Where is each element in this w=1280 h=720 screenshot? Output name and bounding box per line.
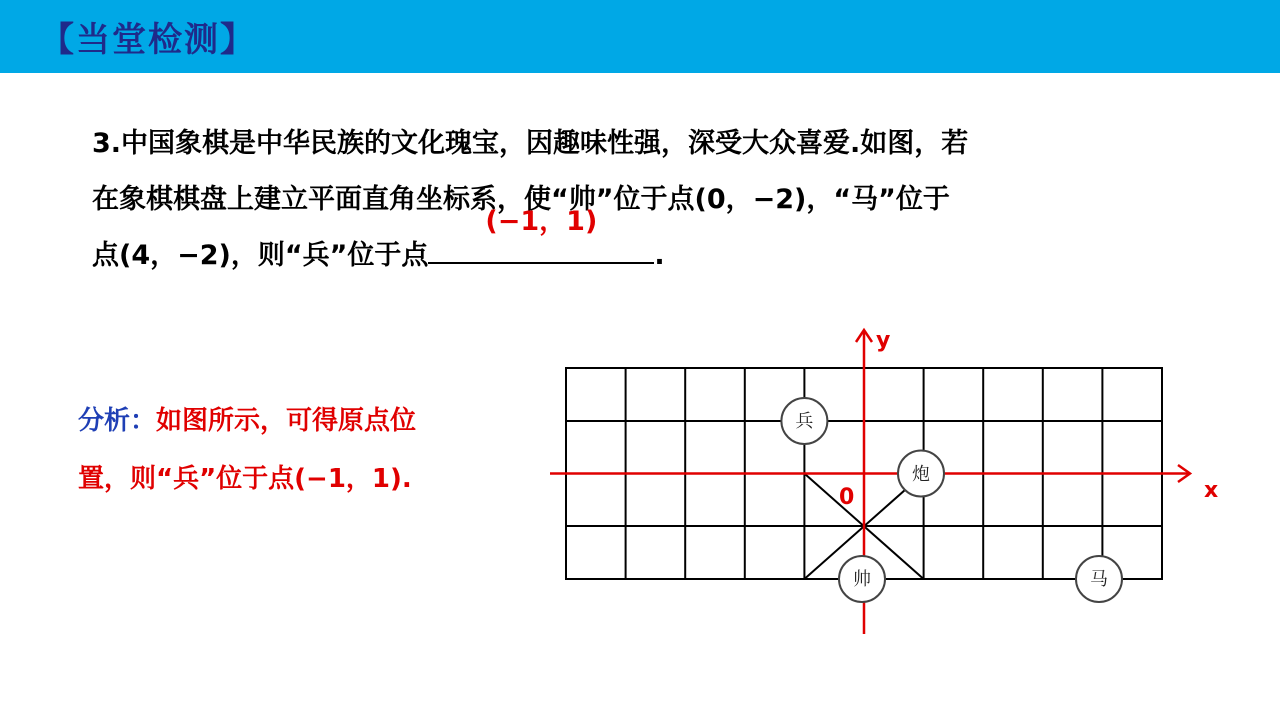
answer-text: (−1，1) (485, 206, 598, 237)
question-line-1: 3.中国象棋是中华民族的文化瑰宝，因趣味性强，深受大众喜爱.如图，若 (92, 128, 969, 159)
svg-text:帅: 帅 (853, 569, 871, 590)
piece-bing (781, 398, 827, 444)
svg-text:马: 马 (1090, 569, 1108, 590)
question-number: 3. (92, 128, 122, 159)
svg-text:兵: 兵 (795, 411, 814, 432)
x-axis-label: x (1204, 478, 1219, 503)
origin-label: 0 (839, 485, 855, 510)
question-line-3: 点(4，−2)，则“兵”位于点 (−1，1) . (92, 228, 1172, 284)
analysis-label: 分析： (78, 406, 157, 436)
piece-shuai (839, 556, 885, 602)
analysis-text: 分析：如图所示，可得原点位 置，则“兵”位于点(−1，1). (78, 406, 417, 494)
slide-title: 【当堂检测】 (40, 20, 256, 60)
y-axis-label: y (876, 328, 891, 353)
piece-ma (1076, 556, 1122, 602)
svg-text:炮: 炮 (912, 464, 930, 485)
piece-pao (898, 451, 944, 497)
question-line-2: 在象棋棋盘上建立平面直角坐标系，使“帅”位于点(0，−2)，“马”位于 (92, 184, 950, 215)
